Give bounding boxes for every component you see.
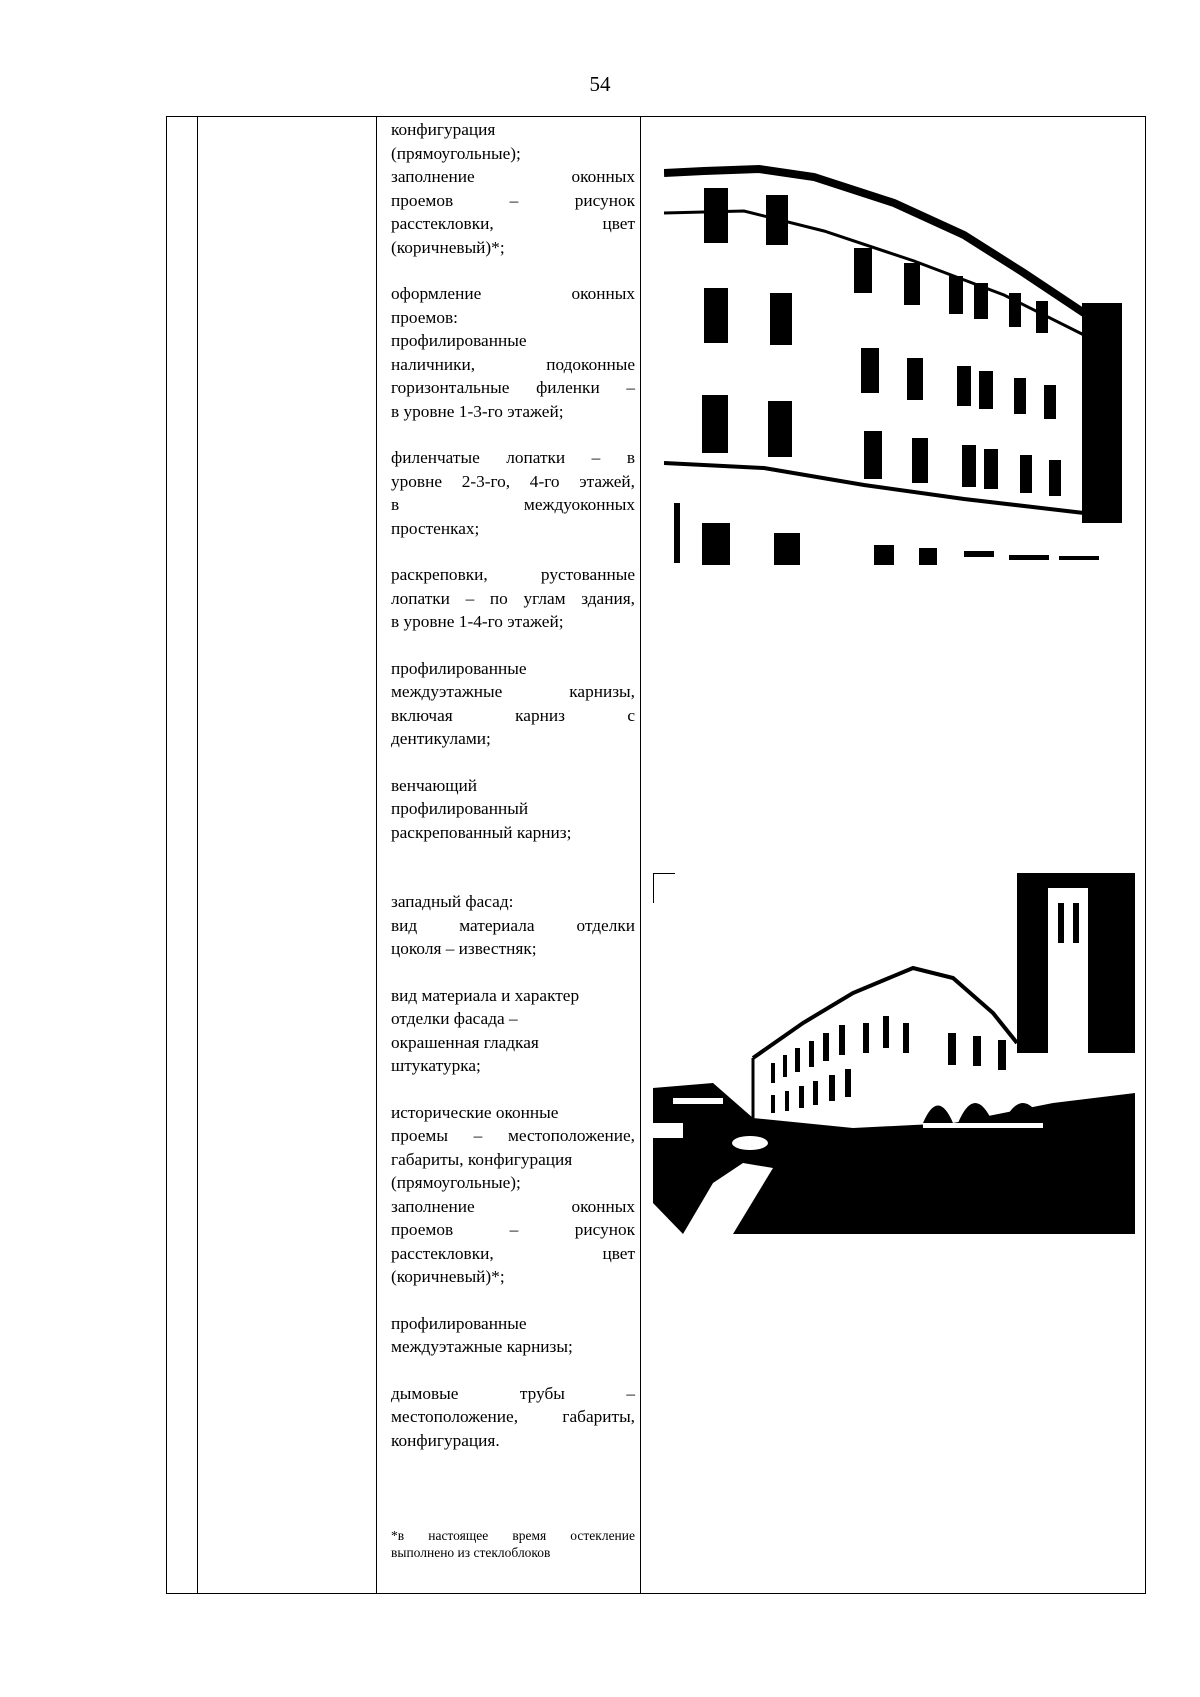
description-line: оформление оконных <box>391 284 635 303</box>
description-paragraph <box>391 282 635 423</box>
description-paragraph <box>391 1312 635 1359</box>
description-line: в уровне 1-4-го этажей; <box>391 612 564 631</box>
description-paragraph <box>391 1101 635 1289</box>
description-line: горизонтальные филенки – <box>391 378 635 397</box>
description-line: филенчатые лопатки – в <box>391 448 635 467</box>
description-line: (коричневый)*; <box>391 237 505 257</box>
description-line: профилированные <box>391 331 527 350</box>
description-line: вид материала отделки <box>391 915 635 935</box>
description-line: междуэтажные карнизы; <box>391 1337 573 1356</box>
description-line: проемы – местоположение, <box>391 1126 635 1145</box>
description-line: профилированные <box>391 658 527 678</box>
description-line: (прямоугольные); <box>391 1173 521 1192</box>
description-line: заполнение оконных <box>391 167 635 186</box>
description-paragraph <box>391 984 635 1078</box>
description-line: западный фасад: <box>391 892 514 911</box>
description-line: (коричневый)*; <box>391 1267 505 1286</box>
description-line: цоколя – известняк; <box>391 939 537 958</box>
description-line: раскреповки, рустованные <box>391 565 635 584</box>
building-facade-photo-2-image <box>653 873 1135 1234</box>
description-line: местоположение, габариты, <box>391 1407 635 1426</box>
description-line: отделки фасада – <box>391 1009 518 1028</box>
description-line: проемов – рисунок <box>391 1220 635 1239</box>
description-line: дымовые трубы – <box>391 1383 635 1403</box>
building-facade-photo-1-image <box>664 163 1122 565</box>
description-paragraph <box>391 1382 635 1453</box>
description-line: лопатки – по углам здания, <box>391 588 635 608</box>
description-line: профилированный <box>391 799 529 818</box>
description-line: дентикулами; <box>391 729 491 748</box>
building-facade-photo-2 <box>653 873 1135 1234</box>
description-line: габариты, конфигурация <box>391 1149 573 1169</box>
description-paragraph <box>391 446 635 540</box>
description-line: междуэтажные карнизы, <box>391 682 635 701</box>
footnote-line: *в настоящее время остекление <box>391 1528 635 1543</box>
description-line: уровне 2-3-го, 4-го этажей, <box>391 471 635 491</box>
description-line: профилированные <box>391 1313 527 1333</box>
page-number: 54 <box>589 72 611 96</box>
facade-description <box>391 118 635 1475</box>
description-line: (прямоугольные); <box>391 143 521 163</box>
building-facade-photo-1 <box>664 163 1122 565</box>
footnote-line: выполнено из стеклоблоков <box>391 1545 551 1560</box>
description-paragraph <box>391 118 635 259</box>
description-line: штукатурка; <box>391 1056 481 1075</box>
description-line: простенках; <box>391 518 480 538</box>
description-line: вид материала и характер <box>391 985 580 1005</box>
column-divider-2 <box>376 117 377 1593</box>
description-line: исторические оконные <box>391 1102 559 1122</box>
description-line: венчающий <box>391 775 478 795</box>
description-line: окрашенная гладкая <box>391 1032 539 1052</box>
description-paragraph <box>391 890 635 961</box>
description-line: заполнение оконных <box>391 1196 635 1216</box>
description-line: расстекловки, цвет <box>391 1243 635 1263</box>
description-line: в уровне 1-3-го этажей; <box>391 401 564 421</box>
description-line: конфигурация <box>391 120 496 139</box>
description-line: наличники, подоконные <box>391 354 635 374</box>
description-line: раскрепованный карниз; <box>391 822 572 842</box>
description-paragraph <box>391 774 635 845</box>
column-divider-3 <box>640 117 641 1593</box>
footnote <box>391 1527 635 1561</box>
description-line: проемов: <box>391 307 458 327</box>
description-line: расстекловки, цвет <box>391 214 635 233</box>
description-line: в междуоконных <box>391 495 635 514</box>
column-divider-1 <box>197 117 198 1593</box>
description-line: конфигурация. <box>391 1430 500 1450</box>
description-line: проемов – рисунок <box>391 190 635 210</box>
description-line: включая карниз с <box>391 705 635 725</box>
description-paragraph <box>391 657 635 751</box>
description-paragraph <box>391 563 635 634</box>
